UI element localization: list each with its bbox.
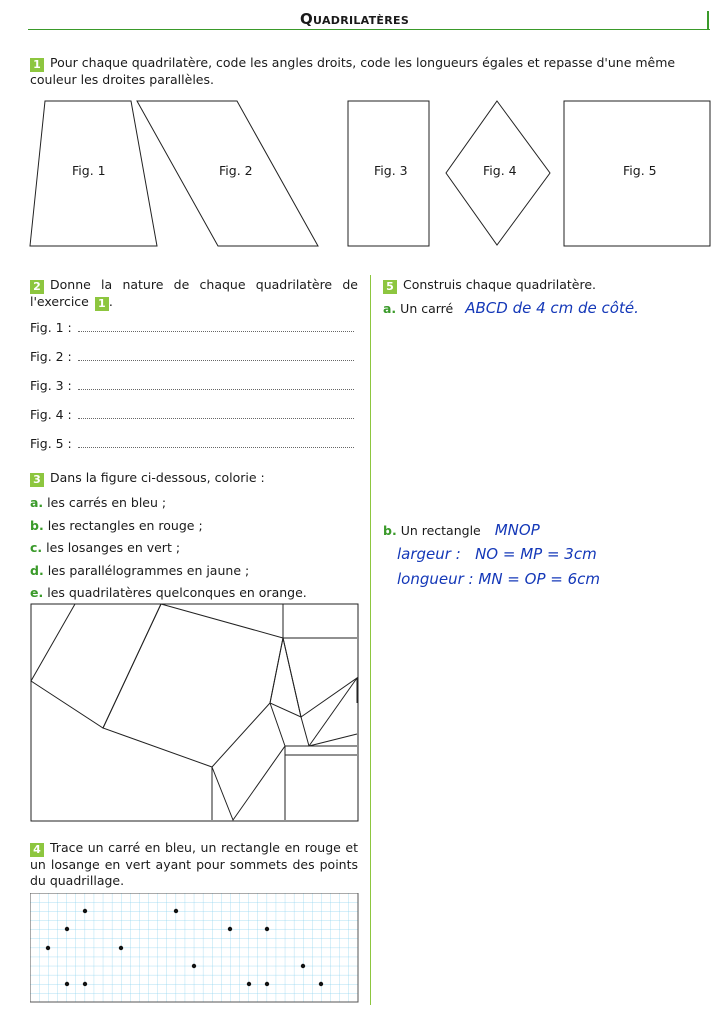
ex4-number-badge: 4: [30, 843, 44, 857]
ex1-figures: [0, 0, 721, 260]
ex3-number-badge: 3: [30, 473, 44, 487]
ex3-instruction-block: [30, 470, 360, 487]
ex4-instruction-block: [30, 840, 358, 889]
ex2-instruction: Donne la nature de chaque quadrilatère de l'exercice: [30, 277, 358, 309]
ex3-item-c: c. les losanges en vert ;: [30, 540, 181, 555]
ex4-instruction: Trace un carré en bleu, un rectangle en rouge et un losange en vert ayant pour sommets des points du quadrillage.: [30, 840, 358, 888]
ex1-number-badge: 1: [30, 58, 44, 72]
ex2-ref-badge: 1: [95, 297, 109, 311]
ex2-answer-lines: [30, 320, 354, 465]
fig5-label: Fig. 5: [623, 163, 657, 178]
answer-line-fig3[interactable]: Fig. 3 :: [30, 378, 354, 407]
ex1-instruction: Pour chaque quadrilatère, code les angles droits, code les longueurs égales et repasse d'une même couleur les droites parallèles.: [30, 55, 676, 87]
ex2-number-badge: 2: [30, 280, 44, 294]
answer-line-fig4[interactable]: Fig. 4 :: [30, 407, 354, 436]
ex5-item-a: a. Un carré ABCD de 4 cm de côté.: [383, 299, 639, 317]
ex3-item-e: e. les quadrilatères quelconques en orange.: [30, 585, 307, 600]
ex5-instruction-block: [383, 277, 703, 294]
answer-line-fig2[interactable]: Fig. 2 :: [30, 349, 354, 378]
fig4-label: Fig. 4: [483, 163, 517, 178]
ex3-item-d: d. les parallélogrammes en jaune ;: [30, 562, 250, 578]
ex3-item-a: a. les carrés en bleu ;: [30, 495, 167, 510]
ex5-item-b: b. Un rectangle MNOP: [383, 521, 540, 539]
fig2-label: Fig. 2: [219, 163, 253, 178]
ex5-a-handwritten: ABCD de 4 cm de côté.: [465, 299, 639, 317]
ex2-instruction-block: 2 Donne la nature de chaque quadrilatère de l'exercice 1 .: [30, 277, 358, 310]
ex3-items: [30, 492, 360, 605]
ex5-b-handwritten: MNOP: [494, 521, 540, 539]
ex4-grid[interactable]: [30, 893, 360, 1003]
ex3-colouring-figure[interactable]: [30, 603, 360, 823]
column-separator: [370, 275, 371, 1005]
fig1-label: Fig. 1: [72, 163, 106, 178]
ex3-instruction: Dans la figure ci-dessous, colorie :: [50, 470, 265, 485]
ex5-number-badge: 5: [383, 280, 397, 294]
fig3-label: Fig. 3: [374, 163, 408, 178]
answer-line-fig5[interactable]: Fig. 5 :: [30, 436, 354, 465]
ex5-instruction: Construis chaque quadrilatère.: [403, 277, 597, 292]
ex5-b-length-note: longueur : MN = OP = 6cm: [397, 570, 600, 588]
ex3-item-b: b. les rectangles en rouge ;: [30, 517, 203, 533]
page-title: Quadrilatères: [300, 10, 410, 28]
ex5-b-width-note: largeur : NO = MP = 3cm: [397, 545, 597, 563]
answer-line-fig1[interactable]: Fig. 1 :: [30, 320, 354, 349]
